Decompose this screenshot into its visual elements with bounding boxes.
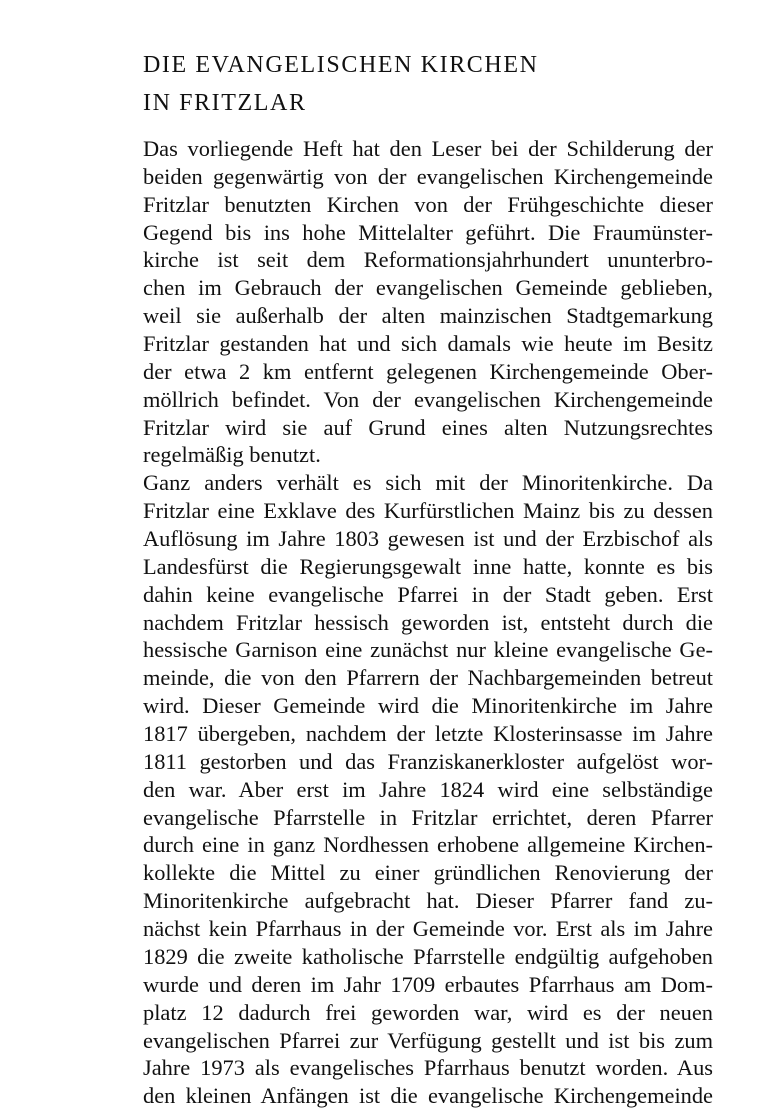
text-line: den kleinen Anfängen ist die evangelische Kirchengemeinde <box>143 1083 713 1109</box>
text-line: 1811 gestorben und das Franziskanerkloster aufgelöst wor- <box>143 748 713 774</box>
text-line: beiden gegenwärtig von der evangelischen Kirchengemeinde <box>143 163 713 189</box>
text-line: chen im Gebrauch der evangelischen Gemeinde geblieben, <box>143 275 713 301</box>
text-line: Fritzlar eine Exklave des Kurfürstlichen Mainz bis zu dessen <box>143 498 713 524</box>
text-line: Fritzlar benutzten Kirchen von der Frühgeschichte dieser <box>143 191 713 217</box>
text-line: 1817 übergeben, nachdem der letzte Klosterinsasse im Jahre <box>143 721 713 747</box>
text-line: hessische Garnison eine zunächst nur kleine evangelische Ge- <box>143 637 713 663</box>
text-line: durch eine in ganz Nordhessen erhobene allgemeine Kirchen- <box>143 832 713 858</box>
text-line: evangelischen Pfarrei zur Verfügung gestellt und ist bis zum <box>143 1027 713 1053</box>
title-line: DIE EVANGELISCHEN KIRCHEN <box>143 52 539 78</box>
text-line: regelmäßig benutzt. <box>143 442 321 468</box>
text-line: wird. Dieser Gemeinde wird die Minoritenkirche im Jahre <box>143 693 713 719</box>
page-title <box>143 46 723 122</box>
text-line: kirche ist seit dem Reformationsjahrhundert ununterbro- <box>143 247 713 273</box>
text-line: Landesfürst die Regierungsgewalt inne hatte, konnte es bis <box>143 553 713 579</box>
text-line: Fritzlar wird sie auf Grund eines alten Nutzungsrechtes <box>143 414 713 440</box>
title-line: IN FRITZLAR <box>143 90 307 116</box>
text-line: platz 12 dadurch frei geworden war, wird es der neuen <box>143 999 713 1025</box>
text-line: Das vorliegende Heft hat den Leser bei der Schilderung der <box>143 136 713 161</box>
text-line: Auflösung im Jahre 1803 gewesen ist und der Erzbischof als <box>143 526 713 552</box>
text-line: Gegend bis ins hohe Mittelalter geführt. Die Fraumünster- <box>143 219 713 245</box>
text-line: meinde, die von den Pfarrern der Nachbargemeinden betreut <box>143 665 713 691</box>
text-line: der etwa 2 km entfernt gelegenen Kirchengemeinde Ober- <box>143 358 713 384</box>
text-line: wurde und deren im Jahr 1709 erbautes Pfarrhaus am Dom- <box>143 971 713 997</box>
text-line: weil sie außerhalb der alten mainzischen Stadtgemarkung <box>143 303 713 329</box>
text-line: nachdem Fritzlar hessisch geworden ist, entsteht durch die <box>143 609 713 635</box>
text-line: evangelische Pfarrstelle in Fritzlar errichtet, deren Pfarrer <box>143 804 713 830</box>
text-line: möllrich befindet. Von der evangelischen Kirchengemeinde <box>143 386 713 412</box>
text-line: Ganz anders verhält es sich mit der Minoritenkirche. Da <box>143 470 713 496</box>
body-text <box>143 135 713 1110</box>
text-line: den war. Aber erst im Jahre 1824 wird eine selbständige <box>143 776 713 802</box>
text-line: dahin keine evangelische Pfarrei in der Stadt geben. Erst <box>143 581 713 607</box>
text-line: Minoritenkirche aufgebracht hat. Dieser Pfarrer fand zu- <box>143 888 713 914</box>
text-line: nächst kein Pfarrhaus in der Gemeinde vor. Erst als im Jahre <box>143 916 713 942</box>
text-line: Fritzlar gestanden hat und sich damals wie heute im Besitz <box>143 331 713 357</box>
text-line: 1829 die zweite katholische Pfarrstelle endgültig aufgehoben <box>143 943 713 969</box>
text-line: Jahre 1973 als evangelisches Pfarrhaus benutzt worden. Aus <box>143 1055 713 1081</box>
text-line: kollekte die Mittel zu einer gründlichen Renovierung der <box>143 860 713 886</box>
